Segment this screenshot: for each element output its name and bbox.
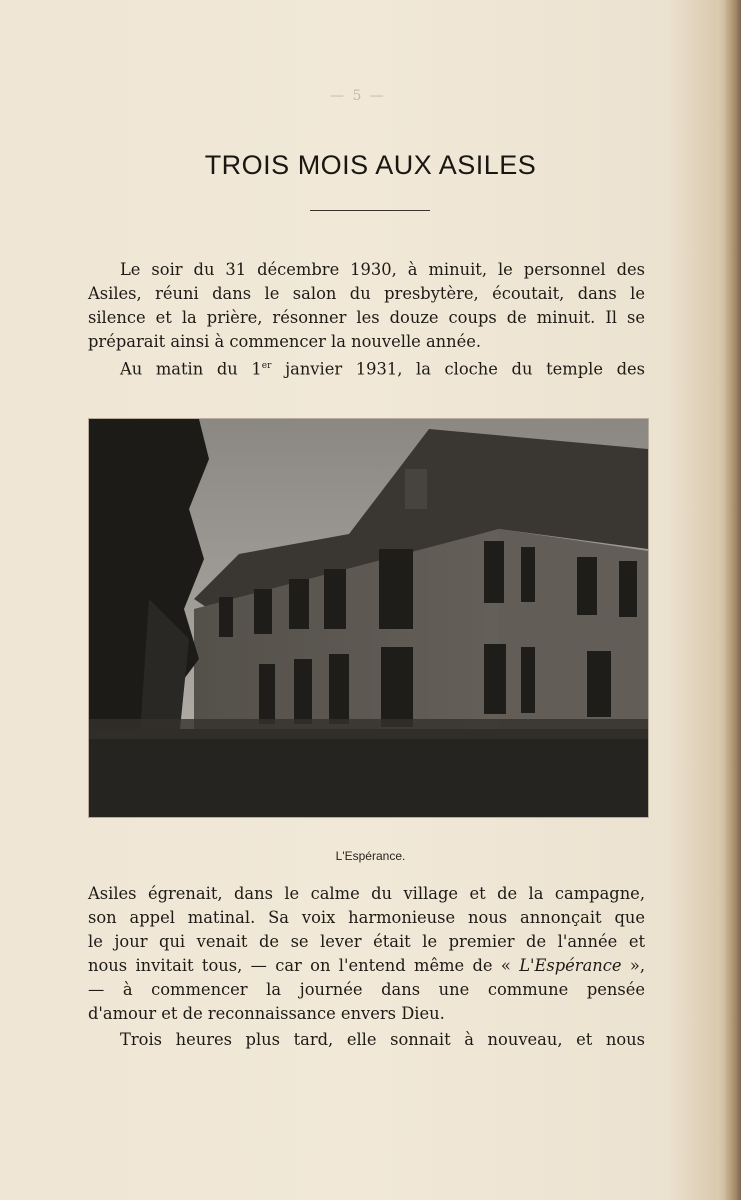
paragraph-3 bbox=[88, 882, 645, 1026]
text-line: silence et la prière, résonner les douze coups de minuit. Il se bbox=[88, 308, 645, 327]
chapter-title: TROIS MOIS AUX ASILES bbox=[204, 150, 537, 180]
text-line: son appel matinal. Sa voix harmonieuse nous annonçait que bbox=[88, 908, 645, 927]
text-segment: Au matin du 1 bbox=[120, 359, 262, 379]
text-line: — à commencer la journée dans une commune pensée bbox=[88, 980, 645, 999]
page-number: — 5 — bbox=[330, 88, 386, 104]
title-divider bbox=[310, 210, 430, 211]
text-line: préparait ainsi à commencer la nouvelle année. bbox=[88, 332, 482, 351]
text-line: Asiles, réuni dans le salon du presbytère, écoutait, dans le bbox=[88, 284, 645, 303]
text-line: Trois heures plus tard, elle sonnait à nouveau, et nous bbox=[120, 1030, 645, 1049]
text-line: d'amour et de reconnaissance envers Dieu. bbox=[88, 1004, 445, 1023]
text-segment: », bbox=[621, 956, 646, 975]
text-segment: nous invitait tous, — car on l'entend même de « bbox=[88, 956, 520, 975]
text-line bbox=[88, 954, 645, 978]
text-line: Asiles égrenait, dans le calme du village et de la campagne, bbox=[88, 884, 645, 903]
text-segment: janvier 1931, la cloche du temple des bbox=[271, 359, 646, 379]
paragraph-2 bbox=[88, 354, 645, 381]
building-photo-illustration bbox=[89, 419, 648, 817]
text-line bbox=[88, 354, 645, 381]
superscript: er bbox=[261, 361, 272, 371]
photo-lesperance bbox=[88, 418, 649, 818]
paragraph-1 bbox=[88, 258, 645, 354]
text-line: le jour qui venait de se lever était le premier de l'année et bbox=[88, 932, 645, 951]
photo-caption: L'Espérance. bbox=[335, 849, 406, 863]
text-line: Le soir du 31 décembre 1930, à minuit, le personnel des bbox=[120, 260, 645, 279]
paragraph-4 bbox=[88, 1028, 645, 1052]
italic-name: L'Espérance bbox=[519, 956, 622, 975]
